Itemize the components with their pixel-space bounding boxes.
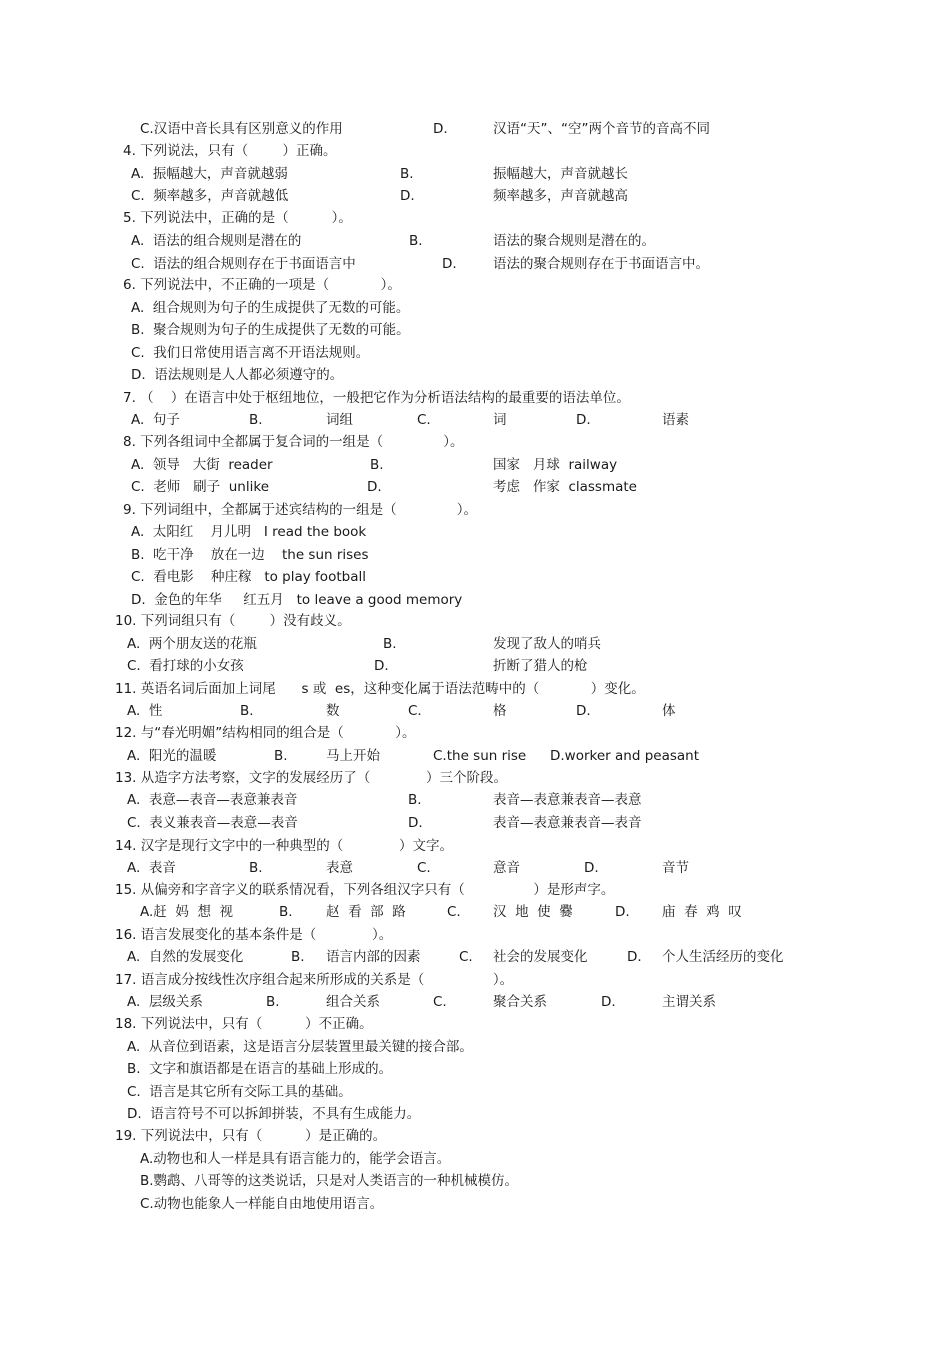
option-c: C. 语法的组合规则存在于书面语言中 (131, 256, 356, 272)
option-d-text: 语素 (662, 412, 689, 428)
option-d: D. 金色的年华 红五月 to leave a good memory (131, 592, 463, 608)
question-text: 17. 语言成分按线性次序组合起来所形成的关系是（ ）。 (115, 972, 514, 988)
option-c: C.the sun rise (433, 748, 527, 764)
option-c: C. 频率越多，声音就越低 (131, 188, 289, 204)
option-b-text: 马上开始 (326, 748, 380, 764)
question-text: 19. 下列说法中，只有（ ）是正确的。 (115, 1128, 387, 1144)
option-d-marker: D. (601, 994, 616, 1010)
option-c: C.汉语中音长具有区别意义的作用 (140, 121, 343, 137)
option-d-text: 汉语“天”、“空”两个音节的音高不同 (493, 121, 710, 137)
question-text: 16. 语言发展变化的基本条件是（ ）。 (115, 927, 393, 943)
option-a: A. 组合规则为句子的生成提供了无数的可能。 (131, 300, 410, 316)
option-c: C. 老师 刷子 unlike (131, 479, 270, 495)
option-c-marker: C. (408, 703, 422, 719)
option-c-text: 格 (493, 703, 507, 719)
option-c-marker: C. (459, 949, 473, 965)
option-d-text: 体 (662, 703, 676, 719)
option-c: C. 看打球的小女孩 (127, 658, 244, 674)
option-b-marker: B. (409, 233, 423, 249)
option-b-text: 表音—表意兼表音—表意 (493, 792, 642, 808)
option-b-text: 国家 月球 railway (493, 457, 618, 473)
question-text: 18. 下列说法中，只有（ ）不正确。 (115, 1016, 373, 1032)
option-c-text: 词 (493, 412, 507, 428)
question-text: 14. 汉字是现行文字中的一种典型的（ ）文字。 (115, 838, 454, 854)
question-text: 11. 英语名词后面加上词尾 s 或 es，这种变化属于语法范畴中的（ ）变化。 (115, 681, 645, 697)
option-b-text: 数 (326, 703, 340, 719)
option-d-text: 考虑 作家 classmate (493, 479, 637, 495)
option-b-marker: B. (249, 860, 263, 876)
option-b-marker: B. (240, 703, 254, 719)
option-a: A. 振幅越大，声音就越弱 (131, 166, 288, 182)
option-b-text: 语言内部的因素 (326, 949, 421, 965)
option-d-text: 折断了猎人的枪 (493, 658, 588, 674)
option-d-marker: D. (433, 121, 448, 137)
option-d-marker: D. (615, 904, 630, 920)
option-b: B. 吃干净 放在一边 the sun rises (131, 547, 369, 563)
question-text: 5. 下列说法中，正确的是（ ）。 (123, 210, 352, 226)
option-a: A. 表意—表音—表意兼表音 (127, 792, 298, 808)
option-c-text: 意音 (493, 860, 520, 876)
option-b-marker: B. (370, 457, 384, 473)
option-d: D. 语法规则是人人都必须遵守的。 (131, 367, 344, 383)
option-d-text: 个人生活经历的变化 (662, 949, 784, 965)
question-text: 13. 从造字方法考察，文字的发展经历了（ ）三个阶段。 (115, 770, 508, 786)
option-d-text: 表音—表意兼表音—表音 (493, 815, 642, 831)
option-a: A. 层级关系 (127, 994, 203, 1010)
option-b-marker: B. (249, 412, 263, 428)
option-d-marker: D. (442, 256, 457, 272)
option-b-marker: B. (400, 166, 414, 182)
option-b-marker: B. (383, 636, 397, 652)
option-c-marker: C. (433, 994, 447, 1010)
question-text: 9. 下列词组中，全都属于述宾结构的一组是（ ）。 (123, 502, 477, 518)
option-c: C.动物也能象人一样能自由地使用语言。 (140, 1196, 384, 1212)
option-a: A. 表音 (127, 860, 176, 876)
question-text: 4. 下列说法，只有（ ）正确。 (123, 143, 337, 159)
option-d-text: 音节 (662, 860, 689, 876)
option-c-text: 汉 地 使 爨 (493, 904, 573, 920)
option-a: A. 领导 大街 reader (131, 457, 273, 473)
option-b-marker: B. (279, 904, 293, 920)
option-b: B. 文字和旗语都是在语言的基础上形成的。 (127, 1061, 393, 1077)
option-b-text: 组合关系 (326, 994, 380, 1010)
option-a: A. 两个朋友送的花瓶 (127, 636, 257, 652)
option-a: A. 自然的发展变化 (127, 949, 244, 965)
option-a: A. 太阳红 月儿明 I read the book (131, 524, 367, 540)
option-b-marker: B. (291, 949, 305, 965)
option-b-text: 振幅越大，声音就越长 (493, 166, 628, 182)
option-d-text: 庙 春 鸡 叹 (662, 904, 742, 920)
option-b-marker: B. (408, 792, 422, 808)
question-text: 12. 与“春光明媚”结构相同的组合是（ ）。 (115, 725, 416, 741)
option-c-marker: C. (417, 412, 431, 428)
option-a: A. 阳光的温暖 (127, 748, 217, 764)
option-a: A. 语法的组合规则是潜在的 (131, 233, 302, 249)
option-b-text: 发现了敌人的哨兵 (493, 636, 601, 652)
option-a: A. 从音位到语素，这是语言分层装置里最关键的接合部。 (127, 1039, 473, 1055)
question-text: 6. 下列说法中，不正确的一项是（ ）。 (123, 277, 401, 293)
option-d-marker: D. (408, 815, 423, 831)
option-c-text: 聚合关系 (493, 994, 547, 1010)
option-c-text: 社会的发展变化 (493, 949, 588, 965)
option-a: A.动物也和人一样是具有语言能力的，能学会语言。 (140, 1151, 451, 1167)
option-b-text: 赵 看 部 路 (326, 904, 406, 920)
option-c: C. 我们日常使用语言离不开语法规则。 (131, 345, 370, 361)
question-text: 8. 下列各组词中全都属于复合词的一组是（ ）。 (123, 434, 464, 450)
option-b: B. 聚合规则为句子的生成提供了无数的可能。 (131, 322, 410, 338)
option-b-marker: B. (274, 748, 288, 764)
option-c: C. 语言是其它所有交际工具的基础。 (127, 1084, 352, 1100)
option-b-text: 词组 (326, 412, 353, 428)
option-c-marker: C. (447, 904, 461, 920)
option-d-text: 语法的聚合规则存在于书面语言中。 (493, 256, 709, 272)
question-text: 15. 从偏旁和字音字义的联系情况看，下列各组汉字只有（ ）是形声字。 (115, 882, 615, 898)
option-c: C. 表义兼表音—表意—表音 (127, 815, 298, 831)
option-a: A.赶 妈 想 视 (140, 904, 234, 920)
option-b-text: 表意 (326, 860, 353, 876)
option-b-marker: B. (266, 994, 280, 1010)
option-d: D. 语言符号不可以拆卸拼装，不具有生成能力。 (127, 1106, 421, 1122)
option-d-marker: D. (576, 412, 591, 428)
option-d-marker: D. (584, 860, 599, 876)
option-d-marker: D. (374, 658, 389, 674)
option-d-text: 频率越多，声音就越高 (493, 188, 628, 204)
option-a: A. 性 (127, 703, 163, 719)
option-d-text: 主谓关系 (662, 994, 716, 1010)
option-a: A. 句子 (131, 412, 180, 428)
option-d-marker: D. (400, 188, 415, 204)
option-b: B.鹦鹉、八哥等的这类说话，只是对人类语言的一种机械模仿。 (140, 1173, 519, 1189)
option-c-marker: C. (417, 860, 431, 876)
option-c: C. 看电影 种庄稼 to play football (131, 569, 366, 585)
option-d-marker: D. (367, 479, 382, 495)
question-text: 10. 下列词组只有（ ）没有歧义。 (115, 613, 351, 629)
option-d: D.worker and peasant (550, 748, 700, 764)
option-b-text: 语法的聚合规则是潜在的。 (493, 233, 655, 249)
option-d-marker: D. (576, 703, 591, 719)
question-text: 7. （ ）在语言中处于枢纽地位，一般把它作为分析语法结构的最重要的语法单位。 (123, 390, 630, 406)
option-d-marker: D. (627, 949, 642, 965)
